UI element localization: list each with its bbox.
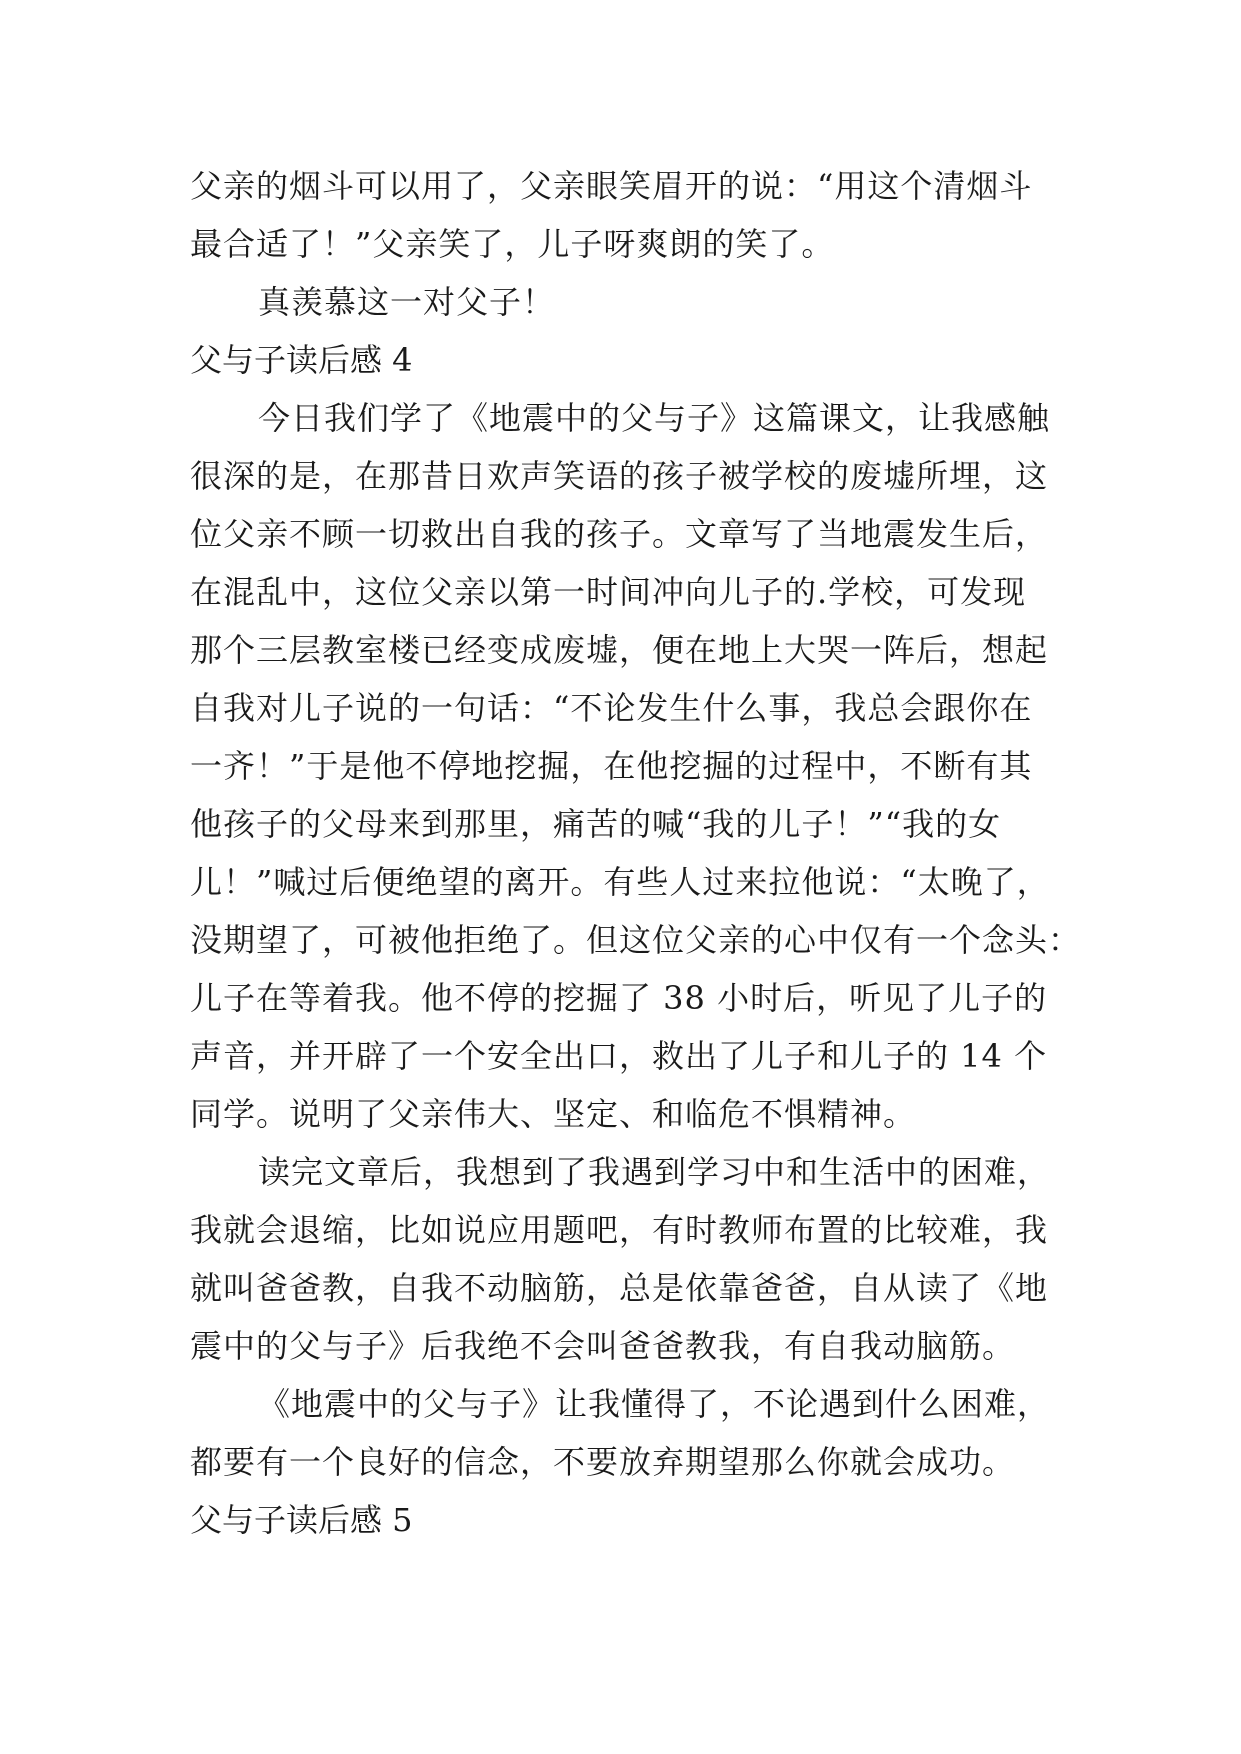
text-line: 位父亲不顾一切救出自我的孩子。文章写了当地震发生后， (190, 515, 1049, 553)
text-line: 儿子在等着我。他不停的挖掘了 38 小时后，听见了儿子的 (190, 979, 1048, 1017)
text-line: 自我对儿子说的一句话：“不论发生什么事，我总会跟你在 (190, 689, 1033, 727)
text-line: 今日我们学了《地震中的父与子》这篇课文，让我感触 (258, 399, 1051, 437)
text-line: 同学。说明了父亲伟大、坚定、和临危不惧精神。 (190, 1095, 917, 1133)
text-line: 没期望了，可被他拒绝了。但这位父亲的心中仅有一个念头： (190, 921, 1082, 959)
text-line: 一齐！”于是他不停地挖掘，在他挖掘的过程中，不断有其 (190, 747, 1033, 785)
section-heading: 父与子读后感 5 (190, 1501, 413, 1539)
text-line: 我就会退缩，比如说应用题吧，有时教师布置的比较难，我 (190, 1211, 1049, 1249)
text-line: 震中的父与子》后我绝不会叫爸爸教我，有自我动脑筋。 (190, 1327, 1016, 1365)
text-line: 父亲的烟斗可以用了，父亲眼笑眉开的说：“用这个清烟斗 (190, 167, 1033, 205)
text-line: 那个三层教室楼已经变成废墟，便在地上大哭一阵后，想起 (190, 631, 1049, 669)
text-line: 真羡慕这一对父子！ (258, 283, 556, 321)
text-line: 就叫爸爸教，自我不动脑筋，总是依靠爸爸，自从读了《地 (190, 1269, 1049, 1307)
text-line: 他孩子的父母来到那里，痛苦的喊“我的儿子！”“我的女 (190, 805, 1002, 843)
text-line: 儿！”喊过后便绝望的离开。有些人过来拉他说：“太晚了， (190, 863, 1050, 901)
text-line: 都要有一个良好的信念，不要放弃期望那么你就会成功。 (190, 1443, 1016, 1481)
text-line: 读完文章后，我想到了我遇到学习中和生活中的困难， (258, 1153, 1051, 1191)
text-line: 《地震中的父与子》让我懂得了，不论遇到什么困难， (258, 1385, 1051, 1423)
text-line: 声音，并开辟了一个安全出口，救出了儿子和儿子的 14 个 (190, 1037, 1048, 1075)
text-line: 最合适了！”父亲笑了，儿子呀爽朗的笑了。 (190, 225, 835, 263)
text-line: 在混乱中，这位父亲以第一时间冲向儿子的.学校，可发现 (190, 573, 1027, 611)
text-line: 很深的是，在那昔日欢声笑语的孩子被学校的废墟所埋，这 (190, 457, 1049, 495)
section-heading: 父与子读后感 4 (190, 341, 413, 379)
